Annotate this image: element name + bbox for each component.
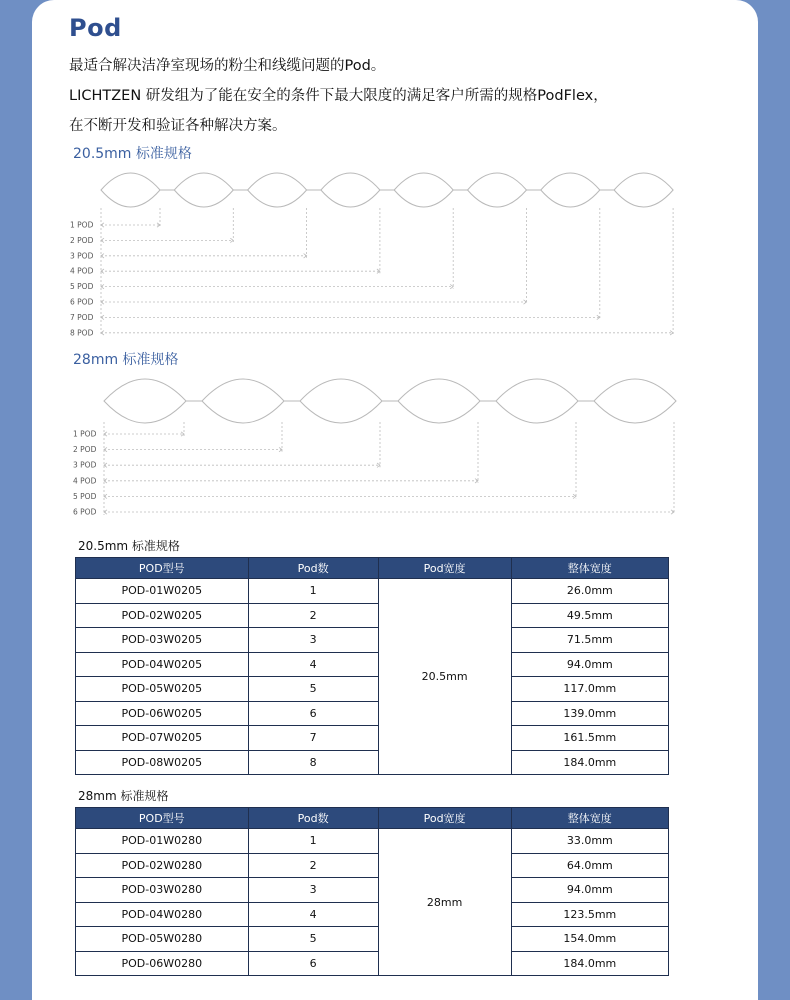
model-cell: POD-02W0205 — [76, 603, 249, 628]
model-cell: POD-07W0205 — [76, 726, 249, 751]
total-cell: 184.0mm — [511, 951, 668, 976]
model-cell: POD-03W0205 — [76, 628, 249, 653]
model-cell: POD-01W0280 — [76, 829, 249, 854]
table-row — [76, 878, 669, 903]
table-row — [76, 628, 669, 653]
count-cell: 1 — [248, 829, 378, 854]
total-cell: 49.5mm — [511, 603, 668, 628]
pod-lens — [594, 379, 676, 423]
pod-28-diagram — [66, 374, 686, 520]
intro-line-3: 在不断开发和验证各种解决方案。 — [69, 118, 287, 134]
count-cell: 1 — [248, 579, 378, 604]
count-cell: 6 — [248, 701, 378, 726]
pod-count-label: 7 POD — [70, 312, 94, 322]
header-count: Pod数 — [248, 558, 378, 579]
pod-width-cell: 28mm — [378, 829, 511, 976]
table-row — [76, 677, 669, 702]
pod-width-cell: 20.5mm — [378, 579, 511, 775]
count-cell: 5 — [248, 927, 378, 952]
diagram-28-heading: 28mm 标准规格 — [73, 352, 179, 368]
intro-line-2: LICHTZEN 研发组为了能在安全的条件下最大限度的满足客户所需的规格PodFlex， — [69, 88, 608, 104]
pod-count-label: 3 POD — [70, 251, 94, 261]
model-cell: POD-05W0205 — [76, 677, 249, 702]
model-cell: POD-06W0205 — [76, 701, 249, 726]
total-cell: 33.0mm — [511, 829, 668, 854]
pod-count-label: 6 POD — [70, 297, 94, 307]
pod-lens — [614, 173, 673, 207]
model-cell: POD-04W0205 — [76, 652, 249, 677]
total-cell: 64.0mm — [511, 853, 668, 878]
total-cell: 71.5mm — [511, 628, 668, 653]
intro-line-1: 最适合解决洁净室现场的粉尘和线缆问题的Pod。 — [69, 58, 386, 74]
header-total: 整体宽度 — [511, 808, 668, 829]
total-cell: 117.0mm — [511, 677, 668, 702]
pod-lens — [394, 173, 453, 207]
pod-count-label: 5 POD — [70, 282, 94, 292]
table-row — [76, 853, 669, 878]
header-total: 整体宽度 — [511, 558, 668, 579]
header-width: Pod宽度 — [378, 558, 511, 579]
pod-205-diagram — [66, 168, 686, 340]
total-cell: 123.5mm — [511, 902, 668, 927]
pod-count-label: 3 POD — [73, 460, 97, 470]
model-cell: POD-01W0205 — [76, 579, 249, 604]
spec-table-205 — [75, 557, 669, 775]
pod-lens — [321, 173, 380, 207]
pod-count-label: 1 POD — [73, 429, 97, 439]
pod-lens — [496, 379, 578, 423]
count-cell: 4 — [248, 652, 378, 677]
table-row — [76, 603, 669, 628]
table-row — [76, 701, 669, 726]
total-cell: 94.0mm — [511, 878, 668, 903]
pod-lens — [300, 379, 382, 423]
pod-lens — [398, 379, 480, 423]
count-cell: 3 — [248, 628, 378, 653]
pod-count-label: 8 POD — [70, 328, 94, 338]
header-width: Pod宽度 — [378, 808, 511, 829]
total-cell: 139.0mm — [511, 701, 668, 726]
table-205-caption: 20.5mm 标准规格 — [78, 539, 180, 553]
table-row — [76, 829, 669, 854]
pod-count-label: 2 POD — [70, 235, 94, 245]
pod-lens — [541, 173, 600, 207]
pod-count-label: 4 POD — [70, 266, 94, 276]
header-model: POD型号 — [76, 558, 249, 579]
total-cell: 184.0mm — [511, 750, 668, 775]
model-cell: POD-02W0280 — [76, 853, 249, 878]
pod-lens — [174, 173, 233, 207]
total-cell: 154.0mm — [511, 927, 668, 952]
pod-count-label: 5 POD — [73, 491, 97, 501]
model-cell: POD-05W0280 — [76, 927, 249, 952]
total-cell: 94.0mm — [511, 652, 668, 677]
table-row — [76, 951, 669, 976]
diagram-205-heading: 20.5mm 标准规格 — [73, 146, 192, 162]
page-title: Pod — [69, 14, 122, 42]
header-count: Pod数 — [248, 808, 378, 829]
table-row — [76, 927, 669, 952]
model-cell: POD-03W0280 — [76, 878, 249, 903]
pod-lens — [468, 173, 527, 207]
count-cell: 5 — [248, 677, 378, 702]
pod-count-label: 2 POD — [73, 445, 97, 455]
spec-table-28 — [75, 807, 669, 976]
header-model: POD型号 — [76, 808, 249, 829]
pod-lens — [202, 379, 284, 423]
model-cell: POD-04W0280 — [76, 902, 249, 927]
count-cell: 4 — [248, 902, 378, 927]
total-cell: 26.0mm — [511, 579, 668, 604]
pod-count-label: 6 POD — [73, 507, 97, 517]
model-cell: POD-06W0280 — [76, 951, 249, 976]
pod-count-label: 4 POD — [73, 476, 97, 486]
pod-count-label: 1 POD — [70, 220, 94, 230]
count-cell: 2 — [248, 603, 378, 628]
total-cell: 161.5mm — [511, 726, 668, 751]
table-row — [76, 902, 669, 927]
table-row — [76, 750, 669, 775]
count-cell: 8 — [248, 750, 378, 775]
count-cell: 7 — [248, 726, 378, 751]
table-row — [76, 579, 669, 604]
pod-lens — [104, 379, 186, 423]
table-row — [76, 652, 669, 677]
table-28-caption: 28mm 标准规格 — [78, 789, 169, 803]
count-cell: 2 — [248, 853, 378, 878]
count-cell: 3 — [248, 878, 378, 903]
pod-lens — [101, 173, 160, 207]
table-row — [76, 726, 669, 751]
count-cell: 6 — [248, 951, 378, 976]
pod-lens — [248, 173, 307, 207]
model-cell: POD-08W0205 — [76, 750, 249, 775]
